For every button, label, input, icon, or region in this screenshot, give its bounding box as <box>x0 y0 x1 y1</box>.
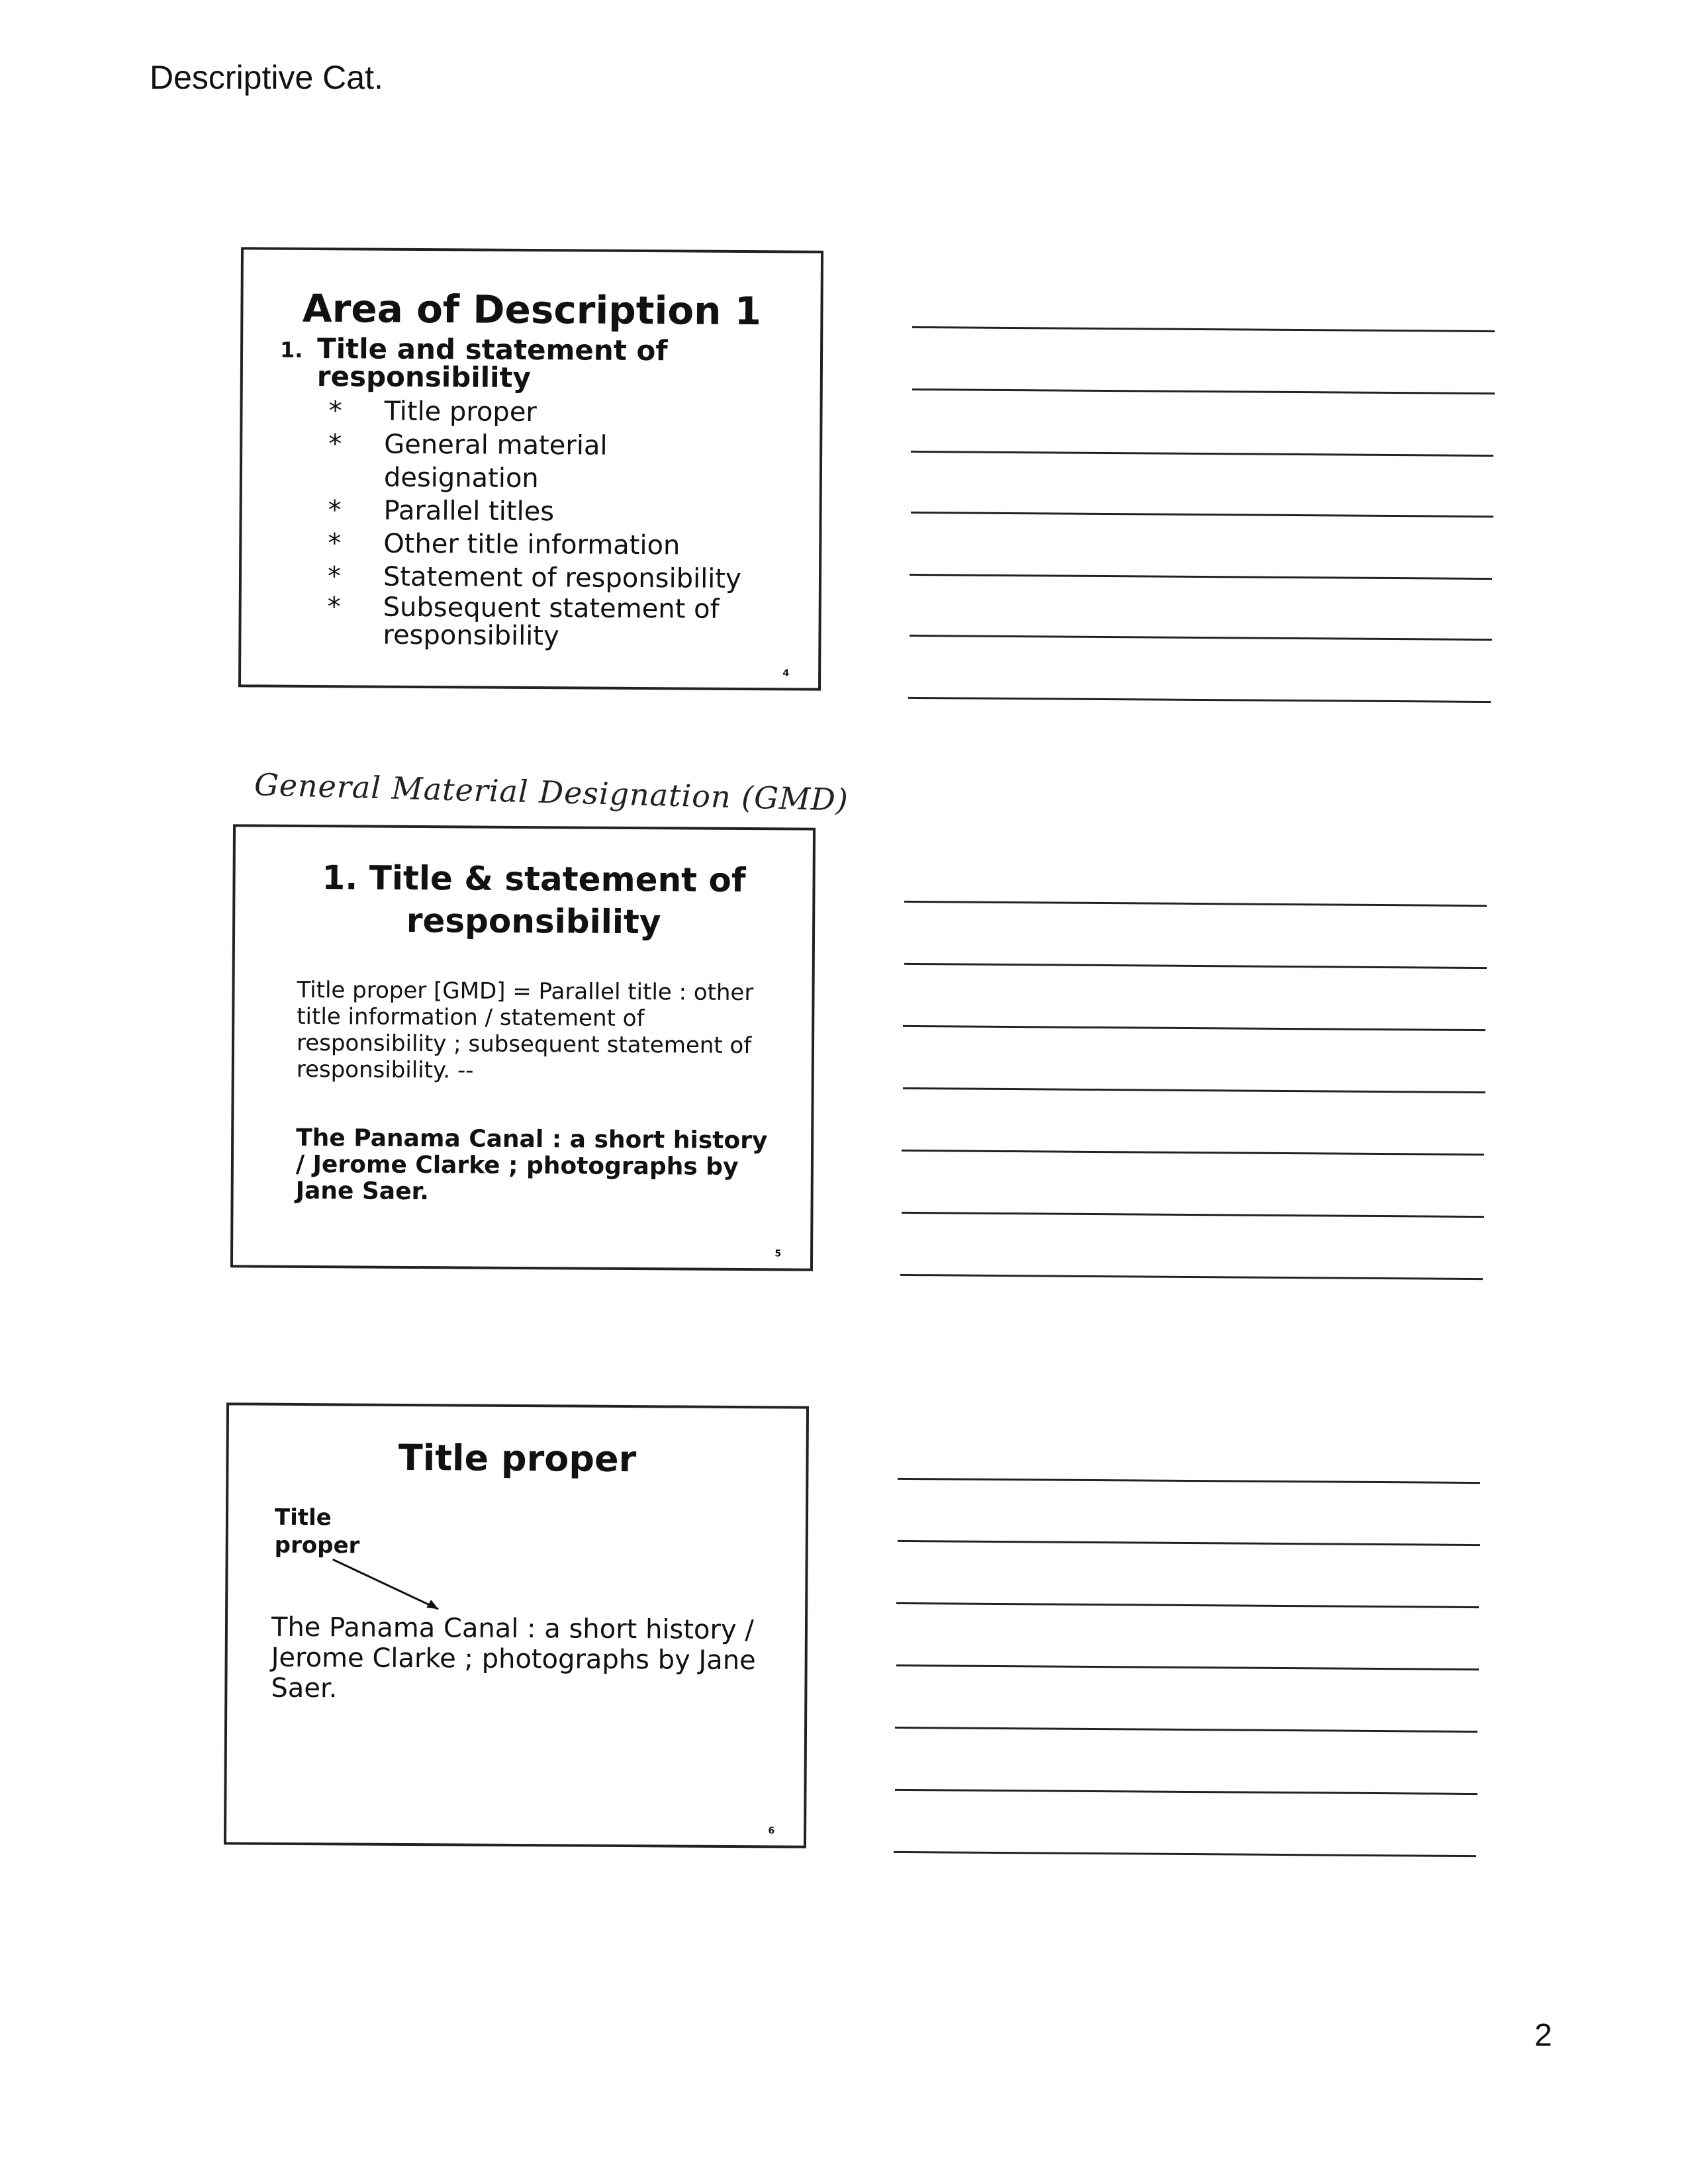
note-line <box>894 1851 1476 1857</box>
note-line <box>896 1602 1479 1608</box>
slide-number: 4 <box>782 668 790 679</box>
note-line <box>903 1087 1485 1093</box>
slide-title: 1. Title & statement of responsibility <box>322 858 746 942</box>
slide-number: 6 <box>768 1825 775 1837</box>
note-line <box>912 388 1495 394</box>
list-item-text: Subsequent statement of responsibility <box>383 592 720 652</box>
asterisk-bullet-icon: * <box>327 592 341 623</box>
list-item-text: Title proper <box>384 396 537 428</box>
numbered-heading <box>279 332 704 394</box>
note-line <box>911 512 1493 518</box>
example-record: The Panama Canal : a short history / Jerome Clarke ; photographs by Jane Saer. <box>271 1612 756 1704</box>
asterisk-bullet-icon: * <box>328 528 342 559</box>
asterisk-bullet-icon: * <box>328 396 342 427</box>
note-line <box>912 326 1495 332</box>
asterisk-bullet-icon: * <box>327 561 342 592</box>
list-item <box>327 593 754 651</box>
note-line <box>908 697 1491 703</box>
title-proper-label: Title proper <box>274 1504 360 1559</box>
bullet-list <box>327 394 755 651</box>
note-line <box>902 1212 1484 1218</box>
note-line <box>904 963 1487 969</box>
slide-title: Area of Description 1 <box>302 285 762 334</box>
note-line <box>902 1150 1484 1156</box>
slide-title-proper <box>224 1402 809 1848</box>
slide-title-statement <box>230 824 816 1271</box>
list-item-text: Statement of responsibility <box>383 561 741 594</box>
list-item <box>328 494 754 529</box>
asterisk-bullet-icon: * <box>328 495 342 526</box>
note-line <box>895 1789 1477 1795</box>
note-line <box>911 451 1493 457</box>
list-item <box>328 527 754 563</box>
list-item <box>328 428 755 496</box>
page-number: 2 <box>1534 2018 1552 2053</box>
asterisk-bullet-icon: * <box>328 429 342 460</box>
page-header: Descriptive Cat. <box>150 59 383 96</box>
punctuation-pattern: Title proper [GMD] = Parallel title : other title information / statement of responsibility ; subsequent statement of responsibility. -- <box>296 976 754 1084</box>
note-line <box>904 901 1487 907</box>
list-item-text: Other title information <box>383 528 680 561</box>
slide-area-of-description <box>238 247 823 690</box>
note-line <box>898 1478 1480 1484</box>
heading-number: 1. <box>279 337 303 363</box>
heading-text: Title and statement of responsibility <box>316 332 668 394</box>
handwritten-note: General Material Designation (GMD) <box>254 766 849 818</box>
note-line <box>900 1274 1483 1280</box>
slide-number: 5 <box>774 1248 782 1259</box>
note-line <box>896 1664 1479 1670</box>
note-line <box>910 635 1492 641</box>
list-item <box>328 560 754 596</box>
note-line <box>898 1540 1480 1546</box>
list-item <box>328 394 755 430</box>
example-record: The Panama Canal : a short history / Jerome Clarke ; photographs by Jane Saer. <box>295 1124 768 1206</box>
list-item-text: Parallel titles <box>383 495 555 527</box>
note-line <box>895 1727 1477 1733</box>
note-line <box>903 1025 1485 1031</box>
list-item-text: General material designation <box>383 429 608 494</box>
note-line <box>910 574 1492 580</box>
slide-title: Title proper <box>398 1436 637 1480</box>
